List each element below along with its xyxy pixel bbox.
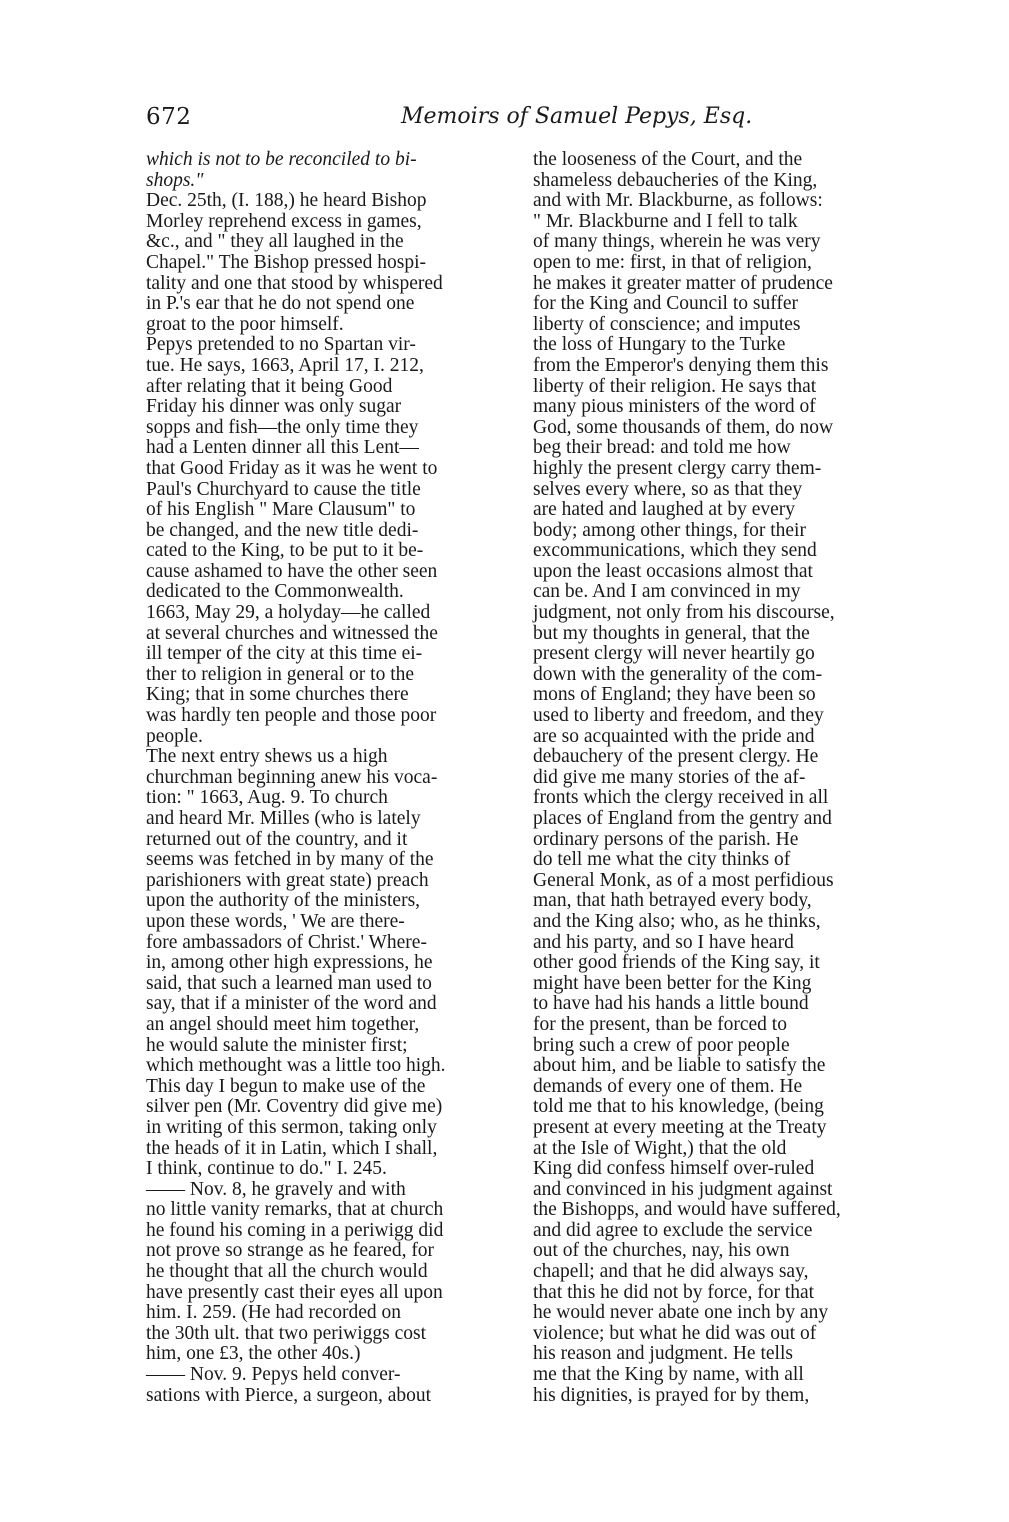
text-line: demands of every one of them. He: [533, 1075, 803, 1097]
text-line: open to me: first, in that of religion,: [533, 251, 812, 273]
text-line: might have been better for the King: [533, 972, 812, 994]
text-line: returned out of the country, and it: [146, 828, 408, 850]
text-line: —— Nov. 8, he gravely and with: [146, 1178, 406, 1200]
text-line: and did agree to exclude the service: [533, 1219, 813, 1241]
text-line: tue. He says, 1663, April 17, I. 212,: [146, 354, 424, 376]
text-line: This day I begun to make use of the: [146, 1075, 426, 1097]
page-number: 672: [146, 104, 192, 130]
text-line: many pious ministers of the word of: [533, 396, 816, 418]
text-line: he thought that all the church would: [146, 1261, 428, 1283]
text-line: he would salute the minister first;: [146, 1034, 408, 1056]
text-line: body; among other things, for their: [533, 519, 806, 541]
text-line: other good friends of the King say, it: [533, 952, 820, 974]
text-line: debauchery of the present clergy. He: [533, 746, 819, 768]
text-line: his dignities, is prayed for by them,: [533, 1384, 810, 1406]
text-line: upon the least occasions almost that: [533, 560, 813, 582]
text-line: at the Isle of Wight,) that the old: [533, 1137, 787, 1159]
text-line: the Bishopps, and would have suffered,: [533, 1199, 841, 1221]
text-line: chapell; and that he did always say,: [533, 1261, 809, 1283]
text-line: after relating that it being Good: [146, 375, 393, 397]
text-line: silver pen (Mr. Coventry did give me): [146, 1096, 443, 1118]
text-line: ordinary persons of the parish. He: [533, 828, 799, 850]
text-line: have presently cast their eyes all upon: [146, 1281, 443, 1303]
text-line: I think, continue to do." I. 245.: [146, 1158, 387, 1180]
text-line: can be. And I am convinced in my: [533, 581, 801, 603]
text-line: his reason and judgment. He tells: [533, 1343, 793, 1365]
text-line: an angel should meet him together,: [146, 1013, 420, 1035]
text-line: Pepys pretended to no Spartan vir-: [146, 334, 416, 356]
text-line: Dec. 25th, (I. 188,) he heard Bishop: [146, 190, 427, 212]
text-line: tion: " 1663, Aug. 9. To church: [146, 787, 388, 809]
text-line: was hardly ten people and those poor: [146, 705, 437, 727]
text-line: in P.'s ear that he do not spend one: [146, 293, 415, 315]
text-line: ill temper of the city at this time ei-: [146, 643, 423, 665]
text-line: The next entry shews us a high: [146, 746, 388, 768]
text-line: and the King also; who, as he thinks,: [533, 910, 821, 932]
text-line: of many things, wherein he was very: [533, 231, 821, 253]
text-line: violence; but what he did was out of: [533, 1322, 817, 1344]
text-line: of his English " Mare Clausum" to: [146, 499, 416, 521]
text-line: that this he did not by force, for that: [533, 1281, 815, 1303]
text-line: and his party, and so I have heard: [533, 931, 794, 953]
text-line: say, that if a minister of the word and: [146, 993, 437, 1015]
text-line: no little vanity remarks, that at church: [146, 1199, 444, 1221]
text-line: down with the generality of the com-: [533, 663, 823, 685]
text-line: present clergy will never heartily go: [533, 643, 815, 665]
text-line: fronts which the clergy received in all: [533, 787, 829, 809]
text-line: at several churches and witnessed the: [146, 622, 438, 644]
text-line: tality and one that stood by whispered: [146, 272, 443, 294]
text-line: which is not to be reconciled to bi-: [146, 149, 417, 170]
text-line: people.: [146, 725, 203, 747]
text-line: highly the present clergy carry them-: [533, 457, 822, 479]
text-line: Chapel." The Bishop pressed hospi-: [146, 251, 427, 273]
text-line: for the present, than be forced to: [533, 1013, 787, 1035]
running-title: Memoirs of Samuel Pepys, Esq.: [401, 104, 753, 129]
text-line: King; that in some churches there: [146, 684, 409, 706]
text-line: sopps and fish—the only time they: [146, 416, 419, 438]
text-line: dedicated to the Commonwealth.: [146, 581, 404, 603]
text-line: selves every where, so as that they: [533, 478, 803, 500]
text-line: did give me many stories of the af-: [533, 766, 806, 788]
text-line: be changed, and the new title dedi-: [146, 519, 419, 541]
text-line: and with Mr. Blackburne, as follows:: [533, 190, 823, 212]
text-line: bring such a crew of poor people: [533, 1034, 790, 1056]
text-line: do tell me what the city thinks of: [533, 849, 791, 871]
text-line: upon these words, ' We are there-: [146, 910, 405, 932]
left-text-column: [146, 150, 518, 1406]
text-line: seems was fetched in by many of the: [146, 849, 434, 871]
text-line: he found his coming in a periwigg did: [146, 1219, 444, 1241]
text-line: about him, and be liable to satisfy the: [533, 1055, 826, 1077]
text-line: judgment, not only from his discourse,: [533, 602, 835, 624]
text-line: the 30th ult. that two periwiggs cost: [146, 1322, 427, 1344]
text-line: me that the King by name, with all: [533, 1364, 804, 1386]
right-text-column: [533, 150, 903, 1406]
text-line: liberty of conscience; and imputes: [533, 313, 801, 335]
text-line: parishioners with great state) preach: [146, 869, 429, 891]
text-line: places of England from the gentry and: [533, 808, 832, 829]
text-line: upon the authority of the ministers,: [146, 890, 421, 912]
text-line: the heads of it in Latin, which I shall,: [146, 1137, 438, 1159]
text-line: cated to the King, to be put to it be-: [146, 540, 424, 562]
text-line: the looseness of the Court, and the: [533, 149, 803, 170]
text-line: " Mr. Blackburne and I fell to talk: [533, 210, 798, 232]
text-line: cause ashamed to have the other seen: [146, 560, 438, 582]
text-line: and convinced in his judgment against: [533, 1178, 833, 1200]
text-line: ther to religion in general or to the: [146, 663, 415, 685]
text-line: and heard Mr. Milles (who is lately: [146, 808, 421, 829]
text-line: General Monk, as of a most perfidious: [533, 869, 834, 891]
text-line: not prove so strange as he feared, for: [146, 1240, 435, 1262]
text-line: Paul's Churchyard to cause the title: [146, 478, 421, 500]
text-line: are so acquainted with the pride and: [533, 725, 815, 747]
text-line: —— Nov. 9. Pepys held conver-: [146, 1364, 401, 1386]
text-line: fore ambassadors of Christ.' Where-: [146, 931, 427, 953]
text-line: man, that hath betrayed every body,: [533, 890, 812, 912]
text-line: from the Emperor's denying them this: [533, 354, 829, 376]
text-line: shameless debaucheries of the King,: [533, 169, 818, 191]
text-line: in writing of this sermon, taking only: [146, 1116, 437, 1138]
text-line: for the King and Council to suffer: [533, 293, 799, 315]
text-line: which methought was a little too high.: [146, 1055, 446, 1077]
text-line: to have had his hands a little bound: [533, 993, 809, 1015]
text-line: beg their bread: and told me how: [533, 437, 791, 459]
text-line: said, that such a learned man used to: [146, 972, 432, 994]
text-line: present at every meeting at the Treaty: [533, 1116, 827, 1138]
text-line: shops.": [146, 169, 204, 191]
text-line: him, one £3, the other 40s.): [146, 1343, 361, 1365]
text-line: told me that to his knowledge, (being: [533, 1096, 824, 1118]
text-line: he would never abate one inch by any: [533, 1302, 829, 1324]
text-line: excommunications, which they send: [533, 540, 817, 562]
text-line: Friday his dinner was only sugar: [146, 396, 402, 418]
text-line: God, some thousands of them, do now: [533, 416, 834, 438]
text-line: him. I. 259. (He had recorded on: [146, 1302, 402, 1324]
text-line: groat to the poor himself.: [146, 313, 344, 335]
text-line: in, among other high expressions, he: [146, 952, 433, 974]
text-line: that Good Friday as it was he went to: [146, 457, 438, 479]
text-line: sations with Pierce, a surgeon, about: [146, 1384, 432, 1406]
text-line: &c., and " they all laughed in the: [146, 231, 404, 253]
text-line: 1663, May 29, a holyday—he called: [146, 602, 431, 624]
text-line: mons of England; they have been so: [533, 684, 816, 706]
text-line: Morley reprehend excess in games,: [146, 210, 422, 232]
text-line: used to liberty and freedom, and they: [533, 705, 824, 727]
text-line: churchman beginning anew his voca-: [146, 766, 438, 788]
text-line: out of the churches, nay, his own: [533, 1240, 790, 1262]
text-line: the loss of Hungary to the Turke: [533, 334, 786, 356]
page-header: [146, 104, 906, 138]
text-line: had a Lenten dinner all this Lent—: [146, 437, 419, 459]
text-line: are hated and laughed at by every: [533, 499, 796, 521]
text-line: he makes it greater matter of prudence: [533, 272, 833, 294]
text-line: liberty of their religion. He says that: [533, 375, 817, 397]
text-line: King did confess himself over-ruled: [533, 1158, 815, 1180]
text-line: but my thoughts in general, that the: [533, 622, 810, 644]
